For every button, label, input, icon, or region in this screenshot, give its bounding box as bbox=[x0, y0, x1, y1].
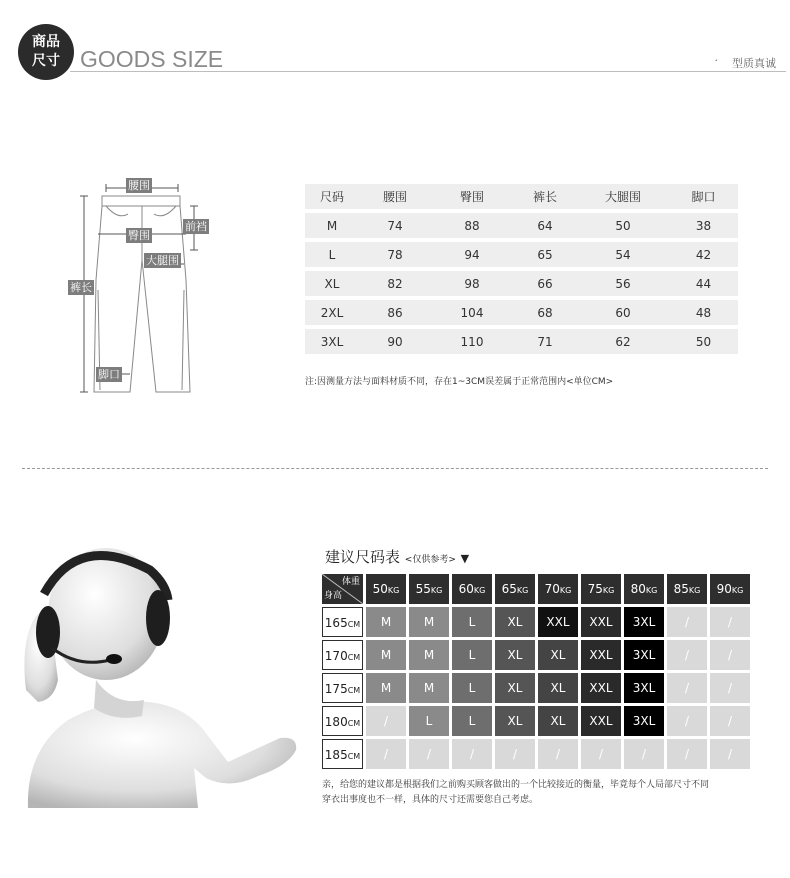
weight-value: 80 bbox=[630, 582, 646, 596]
weight-unit: KG bbox=[688, 586, 701, 595]
arrow-down-icon: ▼ bbox=[460, 552, 470, 565]
size-cell: XL bbox=[495, 640, 535, 670]
weight-unit: KG bbox=[430, 586, 443, 595]
size-table-cell: XL bbox=[324, 276, 340, 291]
size-table-cell: 88 bbox=[464, 218, 480, 233]
size-cell: 3XL bbox=[624, 607, 664, 637]
recommend-row bbox=[322, 607, 752, 637]
weight-unit: KG bbox=[516, 586, 529, 595]
size-note: 注:因测量方法与面料材质不同，存在1~3CM误差属于正常范围内<单位CM> bbox=[305, 377, 614, 387]
size-cell: L bbox=[452, 706, 492, 736]
size-table-cell: 66 bbox=[537, 276, 553, 291]
size-table-header-cell: 脚口 bbox=[691, 190, 716, 204]
empty-size-cell: / bbox=[667, 706, 707, 736]
weight-header-cell bbox=[624, 574, 664, 604]
recommend-table bbox=[322, 574, 752, 772]
size-table-cell: M bbox=[326, 218, 338, 233]
weight-value: 70 bbox=[544, 582, 560, 596]
size-cell: L bbox=[452, 673, 492, 703]
recommend-note-line-1: 亲，给您的建议都是根据我们之前购买顾客做出的一个比较接近的衡量，毕竟每个人局部尺寸不同 bbox=[322, 780, 710, 790]
size-table-row bbox=[305, 300, 738, 325]
weight-header-cell bbox=[495, 574, 535, 604]
size-table-cell: 110 bbox=[460, 334, 484, 349]
empty-size-cell: / bbox=[409, 739, 449, 769]
empty-size-cell: / bbox=[710, 640, 750, 670]
recommend-note-line-2: 穿衣出事度也不一样，具体的尺寸还需要您自己考虑。 bbox=[322, 795, 539, 805]
weight-value: 50 bbox=[372, 582, 388, 596]
recommend-row bbox=[322, 739, 752, 769]
header-slogan: 型质真诚 bbox=[732, 57, 776, 70]
size-table-row bbox=[305, 242, 738, 267]
size-table-cell: 42 bbox=[695, 247, 712, 262]
size-table-header-cell: 腰围 bbox=[382, 190, 407, 204]
weight-header-cell bbox=[581, 574, 621, 604]
size-table-row bbox=[305, 271, 738, 296]
size-table-cell: 3XL bbox=[320, 334, 344, 349]
size-table-cell: 78 bbox=[387, 247, 403, 262]
weight-unit: KG bbox=[645, 586, 658, 595]
size-table-cell: 50 bbox=[615, 218, 631, 233]
label-hem: 脚口 bbox=[98, 368, 120, 381]
weight-value: 85 bbox=[673, 582, 689, 596]
weight-unit: KG bbox=[387, 586, 400, 595]
empty-size-cell: / bbox=[667, 673, 707, 703]
height-value: 170 bbox=[324, 649, 348, 663]
size-cell: XL bbox=[495, 607, 535, 637]
size-table-cell: 65 bbox=[537, 247, 553, 262]
size-table-cell: 90 bbox=[387, 334, 403, 349]
size-cell: XXL bbox=[538, 607, 578, 637]
size-table-cell: 94 bbox=[464, 247, 480, 262]
weight-value: 75 bbox=[587, 582, 603, 596]
size-cell: XL bbox=[495, 673, 535, 703]
empty-size-cell: / bbox=[710, 706, 750, 736]
size-table-cell: 50 bbox=[695, 334, 712, 349]
label-hip: 臀围 bbox=[128, 229, 150, 242]
weight-unit: KG bbox=[473, 586, 486, 595]
size-cell: L bbox=[452, 640, 492, 670]
corner-height-label: 身高 bbox=[324, 591, 343, 601]
weight-header-cell bbox=[710, 574, 750, 604]
size-cell: XXL bbox=[581, 706, 621, 736]
height-unit: CM bbox=[347, 620, 361, 629]
empty-size-cell: / bbox=[710, 607, 750, 637]
weight-header-cell bbox=[366, 574, 406, 604]
empty-size-cell: / bbox=[581, 739, 621, 769]
empty-size-cell: / bbox=[710, 673, 750, 703]
corner-weight-label: 体重 bbox=[341, 577, 360, 587]
label-length: 裤长 bbox=[70, 281, 92, 294]
size-cell: XXL bbox=[581, 607, 621, 637]
size-table-cell: 56 bbox=[615, 276, 631, 291]
empty-size-cell: / bbox=[667, 607, 707, 637]
weight-value: 65 bbox=[501, 582, 517, 596]
size-table-row bbox=[305, 329, 738, 354]
recommend-title bbox=[325, 546, 469, 567]
size-cell: XL bbox=[538, 673, 578, 703]
weight-header-cell bbox=[538, 574, 578, 604]
size-table-cell: 38 bbox=[695, 218, 712, 233]
weight-header-cell bbox=[409, 574, 449, 604]
size-table-row bbox=[305, 213, 738, 238]
height-unit: CM bbox=[347, 686, 361, 695]
height-header-cell bbox=[322, 640, 363, 670]
empty-size-cell: / bbox=[667, 739, 707, 769]
size-table-cell: L bbox=[328, 247, 336, 262]
height-unit: CM bbox=[347, 752, 361, 761]
empty-size-cell: / bbox=[452, 739, 492, 769]
size-cell: 3XL bbox=[624, 706, 664, 736]
empty-size-cell: / bbox=[624, 739, 664, 769]
size-table-header-cell: 大腿围 bbox=[604, 190, 641, 204]
empty-size-cell: / bbox=[710, 739, 750, 769]
badge-line-1: 商品 bbox=[32, 34, 60, 50]
empty-size-cell: / bbox=[667, 640, 707, 670]
size-table-cell: 44 bbox=[695, 276, 712, 291]
size-table-cell: 82 bbox=[387, 276, 403, 291]
height-header-cell bbox=[322, 607, 363, 637]
size-table bbox=[305, 184, 738, 358]
size-table-cell: 48 bbox=[695, 305, 712, 320]
recommend-header-row bbox=[322, 574, 752, 604]
header-badge bbox=[18, 24, 74, 80]
size-cell: M bbox=[366, 640, 406, 670]
size-table-cell: 71 bbox=[537, 334, 553, 349]
height-unit: CM bbox=[347, 719, 361, 728]
support-figure bbox=[18, 540, 308, 810]
size-table-header-cell: 臀围 bbox=[459, 190, 484, 204]
page-title: GOODS SIZE bbox=[80, 46, 224, 72]
empty-size-cell: / bbox=[538, 739, 578, 769]
weight-value: 55 bbox=[415, 582, 431, 596]
size-table-cell: 86 bbox=[387, 305, 403, 320]
height-value: 180 bbox=[324, 715, 348, 729]
height-header-cell bbox=[322, 706, 363, 736]
size-cell: 3XL bbox=[624, 673, 664, 703]
size-cell: XXL bbox=[581, 640, 621, 670]
size-table-cell: 2XL bbox=[320, 305, 344, 320]
size-cell: M bbox=[409, 640, 449, 670]
pants-diagram bbox=[62, 170, 222, 400]
size-cell: XL bbox=[538, 640, 578, 670]
empty-size-cell: / bbox=[366, 706, 406, 736]
recommend-title-text: 建议尺码表 bbox=[325, 548, 401, 566]
size-cell: XL bbox=[538, 706, 578, 736]
label-waist: 腰围 bbox=[128, 179, 150, 192]
weight-header-cell bbox=[452, 574, 492, 604]
weight-value: 60 bbox=[458, 582, 474, 596]
weight-header-cell bbox=[667, 574, 707, 604]
height-value: 175 bbox=[324, 682, 348, 696]
size-table-cell: 54 bbox=[615, 247, 631, 262]
size-table-header-cell: 尺码 bbox=[319, 190, 344, 204]
label-thigh: 大腿围 bbox=[146, 254, 179, 267]
size-table-header-cell: 裤长 bbox=[532, 190, 557, 204]
recommend-row bbox=[322, 673, 752, 703]
size-cell: XXL bbox=[581, 673, 621, 703]
corner-cell bbox=[322, 574, 363, 604]
size-cell: M bbox=[366, 607, 406, 637]
weight-unit: KG bbox=[602, 586, 615, 595]
size-table-cell: 62 bbox=[615, 334, 631, 349]
empty-size-cell: / bbox=[366, 739, 406, 769]
headset-person-icon bbox=[18, 540, 308, 810]
size-table-cell: 64 bbox=[537, 218, 553, 233]
label-front-rise: 前裆 bbox=[185, 220, 207, 233]
size-table-cell: 60 bbox=[615, 305, 631, 320]
weight-value: 90 bbox=[716, 582, 732, 596]
size-cell: M bbox=[409, 673, 449, 703]
header-dot: · bbox=[714, 54, 718, 67]
height-header-cell bbox=[322, 673, 363, 703]
size-table-cell: 68 bbox=[537, 305, 553, 320]
recommend-subtitle: <仅供参考> bbox=[404, 555, 456, 565]
size-cell: L bbox=[452, 607, 492, 637]
section-divider bbox=[22, 468, 768, 469]
weight-unit: KG bbox=[559, 586, 572, 595]
weight-unit: KG bbox=[731, 586, 744, 595]
size-cell: M bbox=[409, 607, 449, 637]
size-cell: 3XL bbox=[624, 640, 664, 670]
recommend-row bbox=[322, 640, 752, 670]
recommend-note bbox=[322, 778, 762, 808]
badge-line-2: 尺寸 bbox=[32, 53, 60, 69]
size-table-cell: 98 bbox=[464, 276, 480, 291]
height-value: 165 bbox=[324, 616, 348, 630]
height-unit: CM bbox=[347, 653, 361, 662]
size-cell: L bbox=[409, 706, 449, 736]
empty-size-cell: / bbox=[495, 739, 535, 769]
recommend-row bbox=[322, 706, 752, 736]
height-header-cell bbox=[322, 739, 363, 769]
size-table-cell: 104 bbox=[460, 305, 484, 320]
size-cell: M bbox=[366, 673, 406, 703]
size-cell: XL bbox=[495, 706, 535, 736]
height-value: 185 bbox=[324, 748, 348, 762]
size-table-cell: 74 bbox=[387, 218, 403, 233]
size-table-header bbox=[305, 184, 738, 209]
